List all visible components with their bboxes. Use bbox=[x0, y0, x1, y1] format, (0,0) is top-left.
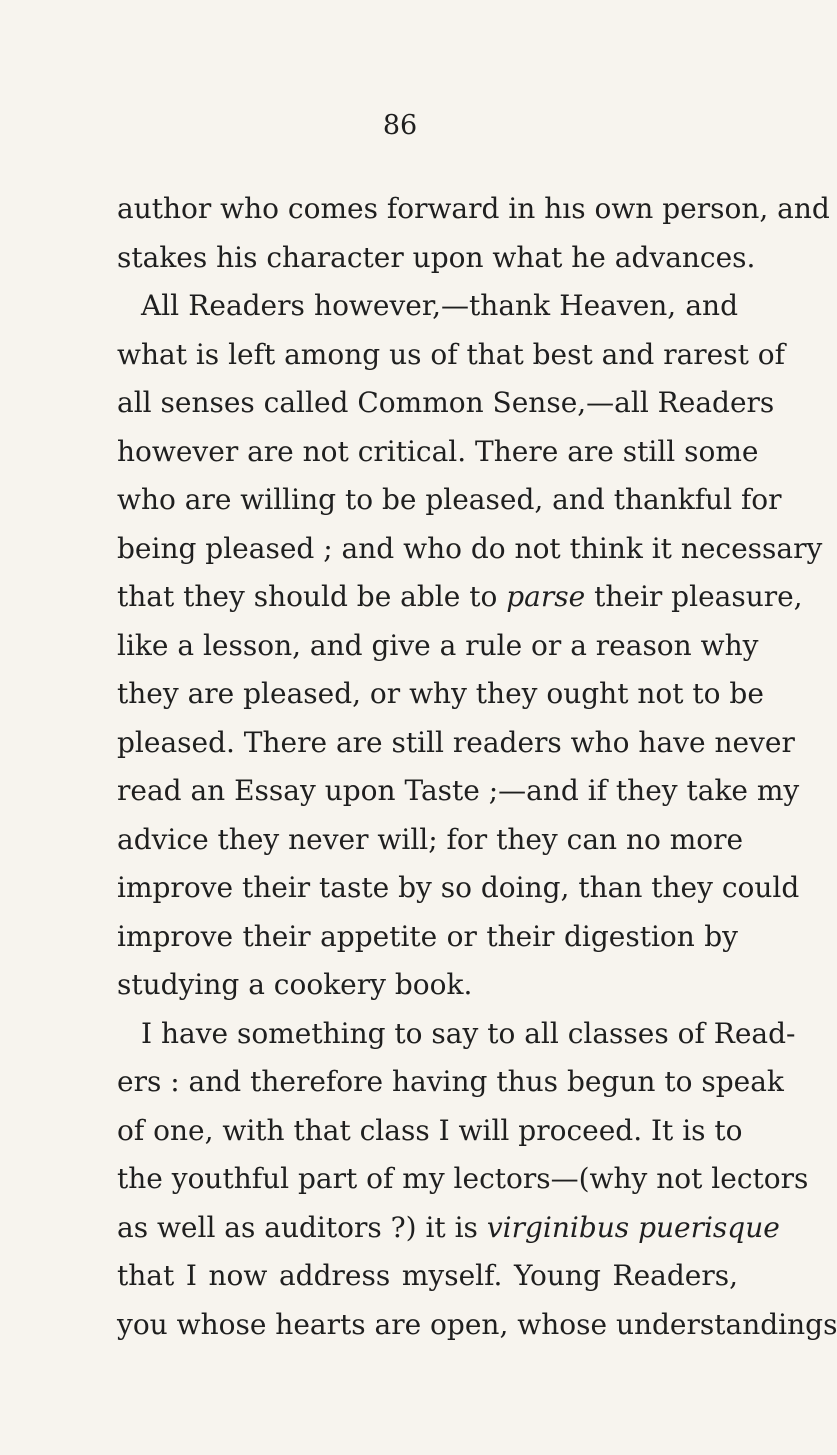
italic-phrase: virginibus puerisque bbox=[486, 1210, 780, 1244]
text-line: I have something to say to all classes of Read- bbox=[141, 1016, 796, 1050]
text-line: ers : and therefore having thus begun to speak bbox=[117, 1065, 784, 1098]
text-line: advice they never will; for they can no more bbox=[117, 822, 744, 856]
italic-word: parse bbox=[506, 580, 586, 613]
text-line: being pleased ; and who do not think it necessary bbox=[117, 531, 823, 565]
text-line: you whose hearts are open, whose understandings bbox=[117, 1307, 837, 1341]
text-line: improve their taste by so doing, than they could bbox=[117, 871, 800, 904]
text-line bbox=[117, 573, 803, 622]
body-text bbox=[117, 185, 837, 1349]
page-number: 86 bbox=[382, 110, 418, 141]
text-line: of one, with that class I will proceed. It is to bbox=[117, 1113, 743, 1147]
text-line bbox=[117, 1204, 780, 1253]
text-segment: that they should be able to bbox=[117, 580, 507, 613]
text-line: All Readers however,—thank Heaven, and bbox=[141, 289, 738, 322]
text-line: who are willing to be pleased, and thankful for bbox=[117, 483, 782, 516]
text-line: that I now address myself. Young Readers, bbox=[117, 1259, 738, 1292]
text-line: like a lesson, and give a rule or a reason why bbox=[117, 628, 759, 662]
text-segment: their pleasure, bbox=[585, 580, 803, 613]
text-line: pleased. There are still readers who have never bbox=[117, 725, 795, 759]
text-line: stakes his character upon what he advances. bbox=[117, 240, 756, 274]
text-line: they are pleased, or why they ought not to be bbox=[117, 677, 764, 710]
text-line: what is left among us of that best and rarest of bbox=[117, 337, 785, 371]
text-line: improve their appetite or their digestion by bbox=[117, 919, 738, 953]
text-line: read an Essay upon Taste ;—and if they take my bbox=[117, 774, 800, 807]
text-segment: as well as auditors ?) it is bbox=[117, 1210, 487, 1244]
text-line: the youthful part of my lectors—(why not lectors bbox=[117, 1162, 809, 1195]
text-line: all senses called Common Sense,—all Readers bbox=[117, 386, 775, 419]
text-line: studying a cookery book. bbox=[117, 968, 473, 1001]
text-line: author who comes forward in hıs own person, and bbox=[117, 192, 830, 225]
text-line: however are not critical. There are still some bbox=[117, 434, 759, 468]
